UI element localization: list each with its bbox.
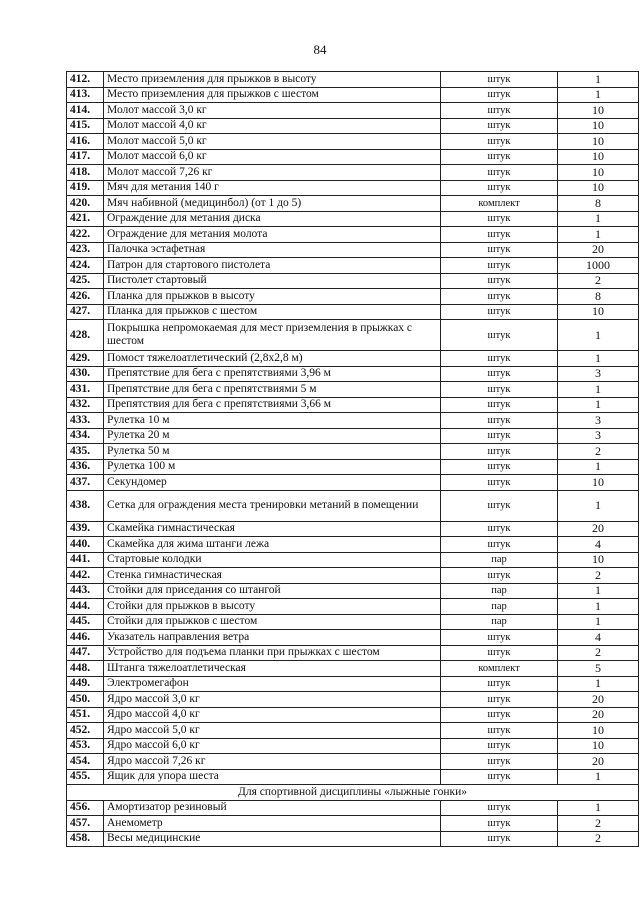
- item-number: 412.: [67, 72, 104, 88]
- item-unit: штук: [441, 537, 558, 553]
- item-unit: штук: [441, 800, 558, 816]
- table-row: [67, 87, 639, 103]
- item-unit: штук: [441, 103, 558, 119]
- table-row: [67, 475, 639, 491]
- item-number: 413.: [67, 87, 104, 103]
- item-number: 425.: [67, 273, 104, 289]
- item-quantity: 10: [558, 552, 639, 568]
- table-row: [67, 707, 639, 723]
- table-row: [67, 816, 639, 832]
- item-quantity: 10: [558, 180, 639, 196]
- item-name: Пистолет стартовый: [104, 273, 441, 289]
- item-unit: штук: [441, 180, 558, 196]
- item-number: 439.: [67, 521, 104, 537]
- item-name: Палочка эстафетная: [104, 242, 441, 258]
- item-number: 427.: [67, 304, 104, 320]
- item-name: Весы медицинские: [104, 831, 441, 847]
- item-unit: штук: [441, 754, 558, 770]
- item-number: 432.: [67, 397, 104, 413]
- item-unit: штук: [441, 630, 558, 646]
- item-quantity: 10: [558, 723, 639, 739]
- item-quantity: 2: [558, 273, 639, 289]
- item-name: Стойки для прыжков с шестом: [104, 614, 441, 630]
- item-name: Препятствие для бега с препятствиями 5 м: [104, 382, 441, 398]
- item-unit: штук: [441, 273, 558, 289]
- item-name: Препятствие для бега с препятствиями 3,96 м: [104, 366, 441, 382]
- item-number: 433.: [67, 413, 104, 429]
- table-row: [67, 165, 639, 181]
- equipment-table-body: [67, 72, 639, 847]
- item-quantity: 10: [558, 304, 639, 320]
- item-quantity: 1: [558, 800, 639, 816]
- item-name: Амортизатор резиновый: [104, 800, 441, 816]
- item-number: 422.: [67, 227, 104, 243]
- item-unit: штук: [441, 227, 558, 243]
- item-quantity: 1: [558, 72, 639, 88]
- item-number: 456.: [67, 800, 104, 816]
- item-name: Место приземления для прыжков с шестом: [104, 87, 441, 103]
- table-row: [67, 258, 639, 274]
- item-name: Ядро массой 6,0 кг: [104, 738, 441, 754]
- table-row: [67, 800, 639, 816]
- table-row: [67, 583, 639, 599]
- item-name: Планка для прыжков с шестом: [104, 304, 441, 320]
- item-number: 437.: [67, 475, 104, 491]
- item-unit: штук: [441, 258, 558, 274]
- item-name: Молот массой 6,0 кг: [104, 149, 441, 165]
- section-header-row: [67, 785, 639, 801]
- item-number: 429.: [67, 351, 104, 367]
- item-quantity: 10: [558, 475, 639, 491]
- item-quantity: 20: [558, 692, 639, 708]
- table-row: [67, 320, 639, 351]
- table-row: [67, 413, 639, 429]
- item-name: Мяч набивной (медицинбол) (от 1 до 5): [104, 196, 441, 212]
- item-unit: штук: [441, 72, 558, 88]
- item-unit: штук: [441, 692, 558, 708]
- item-quantity: 20: [558, 707, 639, 723]
- item-quantity: 4: [558, 630, 639, 646]
- item-name: Планка для прыжков в высоту: [104, 289, 441, 305]
- table-row: [67, 72, 639, 88]
- item-name: Устройство для подъема планки при прыжках с шестом: [104, 645, 441, 661]
- item-number: 449.: [67, 676, 104, 692]
- item-name: Сетка для ограждения места тренировки метаний в помещении: [104, 490, 441, 521]
- item-name: Мяч для метания 140 г: [104, 180, 441, 196]
- item-number: 434.: [67, 428, 104, 444]
- item-unit: штук: [441, 211, 558, 227]
- item-quantity: 1: [558, 211, 639, 227]
- item-name: Ядро массой 3,0 кг: [104, 692, 441, 708]
- item-number: 446.: [67, 630, 104, 646]
- table-row: [67, 273, 639, 289]
- item-number: 423.: [67, 242, 104, 258]
- item-unit: штук: [441, 289, 558, 305]
- item-unit: штук: [441, 134, 558, 150]
- table-row: [67, 351, 639, 367]
- item-unit: штук: [441, 242, 558, 258]
- item-unit: штук: [441, 413, 558, 429]
- item-name: Скамейка гимнастическая: [104, 521, 441, 537]
- item-name: Покрышка непромокаемая для мест приземления в прыжках с шестом: [104, 320, 441, 351]
- item-name: Электромегафон: [104, 676, 441, 692]
- item-number: 426.: [67, 289, 104, 305]
- item-quantity: 20: [558, 242, 639, 258]
- item-quantity: 20: [558, 754, 639, 770]
- item-unit: штук: [441, 568, 558, 584]
- item-name: Рулетка 10 м: [104, 413, 441, 429]
- item-name: Ядро массой 5,0 кг: [104, 723, 441, 739]
- item-unit: пар: [441, 614, 558, 630]
- item-quantity: 1: [558, 227, 639, 243]
- equipment-table: [66, 71, 639, 847]
- table-row: [67, 521, 639, 537]
- table-row: [67, 289, 639, 305]
- item-unit: штук: [441, 723, 558, 739]
- table-row: [67, 754, 639, 770]
- item-number: 417.: [67, 149, 104, 165]
- table-row: [67, 134, 639, 150]
- item-name: Патрон для стартового пистолета: [104, 258, 441, 274]
- item-name: Стенка гимнастическая: [104, 568, 441, 584]
- item-unit: комплект: [441, 196, 558, 212]
- item-quantity: 2: [558, 645, 639, 661]
- item-number: 442.: [67, 568, 104, 584]
- table-row: [67, 552, 639, 568]
- item-number: 451.: [67, 707, 104, 723]
- item-unit: штук: [441, 118, 558, 134]
- table-row: [67, 599, 639, 615]
- table-row: [67, 242, 639, 258]
- item-quantity: 1: [558, 459, 639, 475]
- item-number: 441.: [67, 552, 104, 568]
- item-unit: штук: [441, 428, 558, 444]
- item-number: 420.: [67, 196, 104, 212]
- item-number: 431.: [67, 382, 104, 398]
- item-name: Препятствия для бега с препятствиями 3,66 м: [104, 397, 441, 413]
- item-quantity: 1: [558, 676, 639, 692]
- item-number: 430.: [67, 366, 104, 382]
- page-number: 84: [313, 42, 327, 57]
- item-name: Молот массой 3,0 кг: [104, 103, 441, 119]
- item-quantity: 10: [558, 118, 639, 134]
- item-number: 454.: [67, 754, 104, 770]
- section-title: Для спортивной дисциплины «лыжные гонки»: [67, 785, 639, 801]
- item-quantity: 8: [558, 289, 639, 305]
- item-number: 418.: [67, 165, 104, 181]
- item-name: Помост тяжелоатлетический (2,8х2,8 м): [104, 351, 441, 367]
- table-row: [67, 831, 639, 847]
- item-unit: штук: [441, 87, 558, 103]
- item-quantity: 1: [558, 490, 639, 521]
- item-quantity: 1: [558, 320, 639, 351]
- table-row: [67, 227, 639, 243]
- item-number: 457.: [67, 816, 104, 832]
- table-row: [67, 676, 639, 692]
- item-quantity: 8: [558, 196, 639, 212]
- table-row: [67, 769, 639, 785]
- item-unit: пар: [441, 552, 558, 568]
- item-unit: пар: [441, 583, 558, 599]
- item-unit: штук: [441, 738, 558, 754]
- item-unit: штук: [441, 149, 558, 165]
- item-quantity: 10: [558, 103, 639, 119]
- table-row: [67, 118, 639, 134]
- item-number: 421.: [67, 211, 104, 227]
- item-unit: штук: [441, 769, 558, 785]
- item-name: Стойки для приседания со штангой: [104, 583, 441, 599]
- item-name: Ограждение для метания диска: [104, 211, 441, 227]
- item-quantity: 10: [558, 165, 639, 181]
- item-quantity: 2: [558, 568, 639, 584]
- item-number: 448.: [67, 661, 104, 677]
- item-name: Ядро массой 7,26 кг: [104, 754, 441, 770]
- table-row: [67, 614, 639, 630]
- table-row: [67, 211, 639, 227]
- item-quantity: 20: [558, 521, 639, 537]
- item-quantity: 1000: [558, 258, 639, 274]
- item-quantity: 1: [558, 583, 639, 599]
- item-unit: штук: [441, 165, 558, 181]
- table-row: [67, 397, 639, 413]
- item-unit: штук: [441, 831, 558, 847]
- item-quantity: 1: [558, 351, 639, 367]
- item-unit: штук: [441, 645, 558, 661]
- item-number: 453.: [67, 738, 104, 754]
- table-row: [67, 382, 639, 398]
- item-quantity: 3: [558, 366, 639, 382]
- table-row: [67, 304, 639, 320]
- item-number: 450.: [67, 692, 104, 708]
- item-quantity: 4: [558, 537, 639, 553]
- item-number: 444.: [67, 599, 104, 615]
- item-name: Стойки для прыжков в высоту: [104, 599, 441, 615]
- item-name: Место приземления для прыжков в высоту: [104, 72, 441, 88]
- table-row: [67, 692, 639, 708]
- item-name: Секундомер: [104, 475, 441, 491]
- item-number: 458.: [67, 831, 104, 847]
- item-name: Скамейка для жима штанги лежа: [104, 537, 441, 553]
- item-number: 445.: [67, 614, 104, 630]
- table-row: [67, 428, 639, 444]
- item-quantity: 2: [558, 831, 639, 847]
- item-unit: штук: [441, 490, 558, 521]
- item-quantity: 3: [558, 413, 639, 429]
- item-number: 415.: [67, 118, 104, 134]
- table-row: [67, 490, 639, 521]
- item-quantity: 1: [558, 382, 639, 398]
- item-name: Ядро массой 4,0 кг: [104, 707, 441, 723]
- item-name: Рулетка 20 м: [104, 428, 441, 444]
- item-quantity: 1: [558, 87, 639, 103]
- item-quantity: 1: [558, 599, 639, 615]
- item-number: 435.: [67, 444, 104, 460]
- item-number: 438.: [67, 490, 104, 521]
- item-unit: штук: [441, 382, 558, 398]
- item-unit: штук: [441, 366, 558, 382]
- table-row: [67, 645, 639, 661]
- table-row: [67, 444, 639, 460]
- item-unit: комплект: [441, 661, 558, 677]
- table-row: [67, 738, 639, 754]
- item-quantity: 2: [558, 816, 639, 832]
- item-name: Ограждение для метания молота: [104, 227, 441, 243]
- item-unit: штук: [441, 459, 558, 475]
- table-row: [67, 149, 639, 165]
- item-quantity: 10: [558, 738, 639, 754]
- item-unit: пар: [441, 599, 558, 615]
- item-name: Рулетка 100 м: [104, 459, 441, 475]
- item-name: Указатель направления ветра: [104, 630, 441, 646]
- item-unit: штук: [441, 351, 558, 367]
- item-name: Молот массой 7,26 кг: [104, 165, 441, 181]
- table-row: [67, 661, 639, 677]
- table-row: [67, 459, 639, 475]
- table-row: [67, 723, 639, 739]
- item-number: 443.: [67, 583, 104, 599]
- item-quantity: 1: [558, 397, 639, 413]
- item-number: 419.: [67, 180, 104, 196]
- table-row: [67, 630, 639, 646]
- item-quantity: 1: [558, 769, 639, 785]
- item-name: Штанга тяжелоатлетическая: [104, 661, 441, 677]
- table-row: [67, 568, 639, 584]
- table-row: [67, 180, 639, 196]
- item-unit: штук: [441, 320, 558, 351]
- item-number: 452.: [67, 723, 104, 739]
- item-unit: штук: [441, 816, 558, 832]
- item-number: 414.: [67, 103, 104, 119]
- item-number: 428.: [67, 320, 104, 351]
- table-row: [67, 103, 639, 119]
- item-unit: штук: [441, 707, 558, 723]
- item-name: Анемометр: [104, 816, 441, 832]
- item-name: Молот массой 4,0 кг: [104, 118, 441, 134]
- table-row: [67, 366, 639, 382]
- item-name: Рулетка 50 м: [104, 444, 441, 460]
- item-quantity: 1: [558, 614, 639, 630]
- item-name: Стартовые колодки: [104, 552, 441, 568]
- item-quantity: 2: [558, 444, 639, 460]
- item-number: 440.: [67, 537, 104, 553]
- table-row: [67, 537, 639, 553]
- table-row: [67, 196, 639, 212]
- item-unit: штук: [441, 304, 558, 320]
- item-unit: штук: [441, 444, 558, 460]
- item-number: 447.: [67, 645, 104, 661]
- item-name: Ящик для упора шеста: [104, 769, 441, 785]
- item-unit: штук: [441, 475, 558, 491]
- item-unit: штук: [441, 397, 558, 413]
- item-quantity: 5: [558, 661, 639, 677]
- item-number: 436.: [67, 459, 104, 475]
- item-number: 416.: [67, 134, 104, 150]
- item-quantity: 10: [558, 149, 639, 165]
- item-quantity: 3: [558, 428, 639, 444]
- item-unit: штук: [441, 676, 558, 692]
- item-number: 424.: [67, 258, 104, 274]
- item-number: 455.: [67, 769, 104, 785]
- item-name: Молот массой 5,0 кг: [104, 134, 441, 150]
- item-unit: штук: [441, 521, 558, 537]
- item-quantity: 10: [558, 134, 639, 150]
